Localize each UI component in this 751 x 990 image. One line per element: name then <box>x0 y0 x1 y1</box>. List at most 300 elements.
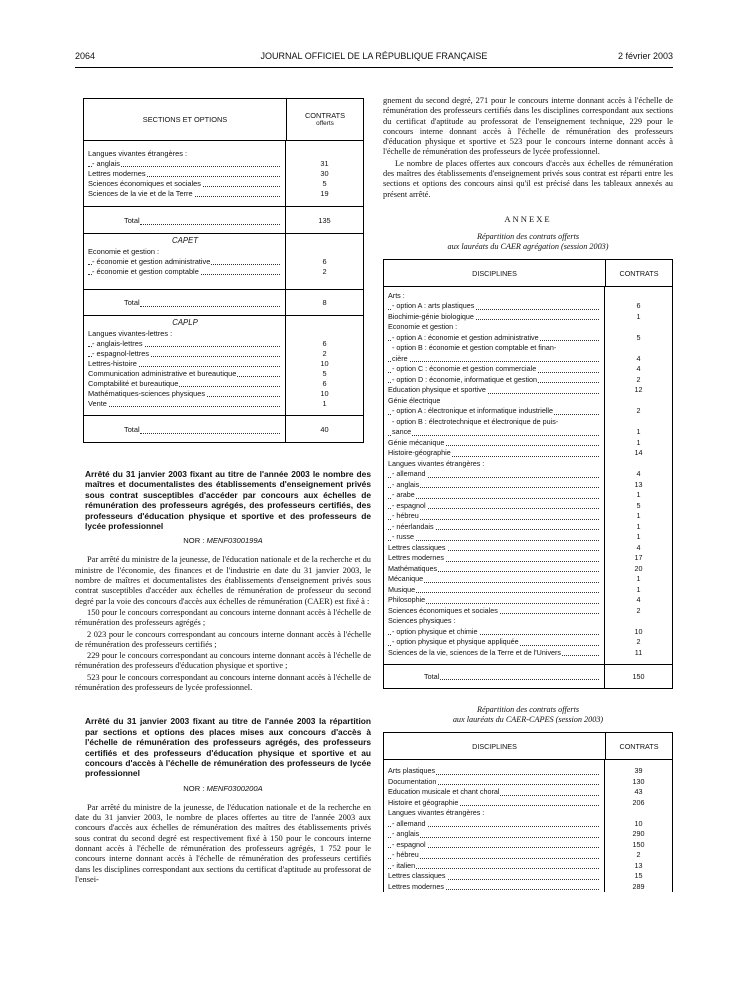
row-label <box>84 189 286 199</box>
row-label-text: Lettres classiques <box>388 542 446 552</box>
row-value <box>605 396 672 407</box>
table-row <box>384 448 672 459</box>
row-value: 43 <box>634 787 643 797</box>
row-label <box>384 595 605 606</box>
row-label <box>384 396 605 407</box>
row-label-text: Lettres-histoire <box>88 359 137 368</box>
row-value: 30 <box>320 169 329 178</box>
row-label-text: Mathématiques-sciences physiques <box>88 389 206 398</box>
table-row <box>84 389 363 399</box>
table-body <box>384 287 672 689</box>
row-label-text: Sciences économiques et sociales <box>388 605 498 615</box>
row-value: 1 <box>636 521 641 531</box>
continued-text <box>383 96 673 200</box>
row-label <box>84 379 286 389</box>
column-header: DISCIPLINES <box>472 742 517 752</box>
table2-rows <box>384 291 672 659</box>
row-label <box>84 267 286 277</box>
section-row <box>84 233 363 247</box>
row-label <box>384 291 605 302</box>
row-value: 5 <box>322 179 327 188</box>
total-row <box>84 206 363 233</box>
row-label <box>84 359 286 369</box>
row-label <box>384 532 605 543</box>
table-row <box>84 369 363 379</box>
row-label-text: - option B : électrotechnique et électronique de puis- <box>392 416 559 426</box>
table-row <box>384 522 672 533</box>
row-label-text: - option A : économie et gestion administrative <box>392 332 539 342</box>
row-value: 10 <box>634 818 643 828</box>
table-row <box>384 798 672 809</box>
table-row <box>384 532 672 543</box>
row-value: 10 <box>634 626 643 636</box>
total-label: Total <box>84 290 286 315</box>
table-row <box>384 766 672 777</box>
group3-rows <box>84 329 363 409</box>
page-number: 2064 <box>75 51 96 61</box>
row-label-text: Documentation <box>388 776 437 786</box>
row-value: 2 <box>322 349 327 358</box>
row-value <box>605 343 672 354</box>
row-value: 1 <box>636 311 641 321</box>
table-row <box>384 564 672 575</box>
row-value: 39 <box>634 766 643 776</box>
article1-nor <box>75 536 371 545</box>
column-header: CONTRATS <box>605 260 672 286</box>
row-label <box>384 343 605 354</box>
row-label <box>384 882 605 893</box>
table-header <box>84 99 363 141</box>
row-label-text: - hébreu <box>392 850 419 860</box>
left-column <box>75 98 371 886</box>
total-row <box>84 289 363 315</box>
table-body <box>384 760 672 892</box>
row-value <box>605 291 672 302</box>
row-label <box>384 777 605 788</box>
row-label <box>384 312 605 323</box>
table-row <box>384 427 672 438</box>
journal-title: JOURNAL OFFICIEL DE LA RÉPUBLIQUE FRANÇAISE <box>260 51 488 61</box>
row-label <box>384 490 605 501</box>
row-value: 5 <box>322 369 327 378</box>
row-label <box>84 369 286 379</box>
row-value: 2 <box>636 637 641 647</box>
table-row <box>384 871 672 882</box>
row-label-text: Lettres modernes <box>88 169 146 178</box>
table-row <box>384 354 672 365</box>
row-value <box>605 808 672 819</box>
row-label <box>384 354 605 365</box>
row-label-text: - option physique et physique appliquée <box>392 637 519 647</box>
row-label-text: - économie et gestion administrative <box>92 257 211 266</box>
total-value: 40 <box>320 425 329 434</box>
row-value: 4 <box>636 595 641 605</box>
caer-agregation-table <box>383 259 673 690</box>
issue-date: 2 février 2003 <box>617 51 673 61</box>
row-label-text: - anglais-lettres <box>92 339 143 348</box>
row-label-text: - allemand <box>392 469 426 479</box>
table-row <box>84 399 363 409</box>
row-label <box>84 247 286 257</box>
nor-label: NOR : <box>183 783 205 793</box>
row-value: 4 <box>636 364 641 374</box>
table-row <box>384 595 672 606</box>
row-label <box>384 427 605 438</box>
table-row <box>384 840 672 851</box>
row-label <box>384 574 605 585</box>
row-label <box>384 333 605 344</box>
row-label-text: Sciences de la vie et de la Terre <box>88 189 193 198</box>
column-header <box>286 99 363 140</box>
row-value: 1 <box>636 532 641 542</box>
paragraph: 229 pour le concours correspondant au concours interne donnant accès à l'échelle de rémunération des professeurs d'éducation physique et sportive ; <box>75 651 371 671</box>
page-header <box>75 51 673 65</box>
row-label <box>384 553 605 564</box>
row-label <box>384 417 605 428</box>
row-value: 15 <box>634 871 643 881</box>
row-value: 14 <box>634 448 643 458</box>
table-row <box>384 627 672 638</box>
total-row <box>384 664 672 688</box>
table-row <box>384 312 672 323</box>
total-value: 150 <box>632 672 645 682</box>
row-value: 13 <box>634 860 643 870</box>
section-row <box>84 315 363 329</box>
table-row <box>384 459 672 470</box>
row-label-text: Sciences de la vie, sciences de la Terre et de l'Univers <box>388 647 562 657</box>
nor-code: MENF0300199A <box>206 536 263 546</box>
row-label <box>84 179 286 189</box>
row-label-text: Génie électrique <box>388 395 441 405</box>
row-label <box>384 511 605 522</box>
row-value: 13 <box>634 479 643 489</box>
paragraph: 2 023 pour le concours correspondant au concours interne donnant accès à l'échelle de rémunération des professeurs certifiés ; <box>75 629 371 649</box>
row-value: 1 <box>636 437 641 447</box>
table-header <box>384 260 672 287</box>
table-row <box>384 861 672 872</box>
row-value: 1 <box>636 584 641 594</box>
row-label <box>84 349 286 359</box>
row-label-text: Economie et gestion : <box>388 322 458 332</box>
row-label <box>384 819 605 830</box>
table-row <box>84 149 363 159</box>
row-label-text: Education physique et sportive <box>388 385 486 395</box>
right-column <box>383 98 673 892</box>
table-row <box>84 339 363 349</box>
row-value: 4 <box>636 542 641 552</box>
total-value: 135 <box>318 216 331 225</box>
row-value <box>605 616 672 627</box>
table-row <box>384 777 672 788</box>
nor-code: MENF0300200A <box>206 783 263 793</box>
row-label <box>384 829 605 840</box>
row-label-text: Lettres modernes <box>388 881 444 891</box>
row-label-text: Arts plastiques <box>388 766 436 776</box>
table-row <box>384 333 672 344</box>
row-label-text: Biochimie-génie biologique <box>388 311 474 321</box>
row-value: 6 <box>322 257 327 266</box>
caption-line: Répartition des contrats offerts <box>476 231 580 241</box>
row-value: 290 <box>632 829 645 839</box>
table-row <box>84 189 363 199</box>
row-label <box>84 329 286 339</box>
annexe-title: ANNEXE <box>504 213 552 224</box>
table-row <box>384 574 672 585</box>
table-row <box>384 438 672 449</box>
table-row <box>384 480 672 491</box>
row-label-text: Mécanique <box>388 574 424 584</box>
column-header: SECTIONS ET OPTIONS <box>142 115 228 124</box>
row-value: 6 <box>322 339 327 348</box>
row-value: 4 <box>636 469 641 479</box>
row-label-text: Arts : <box>388 290 405 300</box>
header-rule <box>75 67 673 68</box>
table3-rows <box>384 766 672 892</box>
row-label <box>384 637 605 648</box>
table-row <box>384 829 672 840</box>
table-row <box>84 379 363 389</box>
row-label-text: Histoire et géographie <box>388 797 459 807</box>
table-row <box>84 349 363 359</box>
table-row <box>384 343 672 354</box>
row-label-text: - espagnol <box>392 839 426 849</box>
article2-body <box>75 803 371 885</box>
row-label-text: - arabe <box>392 490 415 500</box>
row-label-text: Mathématiques <box>388 563 438 573</box>
table-row <box>384 543 672 554</box>
table-row <box>384 406 672 417</box>
column-header: CONTRATS <box>605 733 672 759</box>
row-value: 1 <box>322 399 327 408</box>
article2-title: Arrêté du 31 janvier 2003 fixant au titre de l'année 2003 la répartition par sections et options des places mises aux concours d'accès à l'échelle de rémunération des professeurs agrégés, des professeurs certifiés et des professeurs d'éducation physique et sportive et au concours d'accès à l'échelle de rémunération des professeurs de lycée professionnel <box>85 716 371 779</box>
row-label-text: Lettres modernes <box>388 553 444 563</box>
row-value: 1 <box>636 427 641 437</box>
row-label-text: - néerlandais <box>392 521 434 531</box>
row-value: 17 <box>634 553 643 563</box>
table-row <box>384 385 672 396</box>
row-label-text: - option B : économie et gestion comptable et finan- <box>392 343 557 353</box>
section-title: CAPLP <box>172 318 198 327</box>
row-value: 1 <box>636 490 641 500</box>
row-label <box>384 585 605 596</box>
row-label <box>384 871 605 882</box>
row-value: 1 <box>636 511 641 521</box>
row-value: 12 <box>634 385 643 395</box>
article1-title: Arrêté du 31 janvier 2003 fixant au titre de l'année 2003 le nombre des maîtres et documentalistes des établissements d'enseignement privés sous contrat susceptibles d'accéder par concours aux échelles de rémunération des professeurs agrégés, des professeurs certifiés, des professeurs d'éducation physique et sportive et des professeurs de lycée professionnel <box>85 469 371 532</box>
row-label-text: Langues vivantes-lettres : <box>88 329 173 338</box>
table-row <box>384 882 672 893</box>
table-row <box>384 396 672 407</box>
total-row <box>84 415 363 442</box>
total-label: Total <box>84 207 286 233</box>
table-row <box>384 490 672 501</box>
row-value: 2 <box>322 267 327 276</box>
row-label-text: - anglais <box>92 159 120 168</box>
table-row <box>384 585 672 596</box>
table-row <box>84 267 363 277</box>
row-value: 10 <box>320 389 329 398</box>
table-row <box>384 648 672 659</box>
row-label <box>384 501 605 512</box>
total-label: Total <box>84 416 286 442</box>
row-value: 206 <box>632 797 645 807</box>
row-label <box>384 648 605 659</box>
row-label <box>384 564 605 575</box>
row-label <box>384 375 605 386</box>
paragraph: Le nombre de places offertes aux concours d'accès aux échelles de rémunération des maîtres des établissements d'enseignement privés sous contrat est réparti entre les sections et options des concours ainsi qu'il est précisé dans les tableaux annexés au présent arrêté. <box>383 158 673 199</box>
row-label-text: Langues vivantes étrangères : <box>388 808 485 818</box>
table-row <box>384 637 672 648</box>
row-label <box>384 448 605 459</box>
row-label-text: Comptabilité et bureautique <box>88 379 179 388</box>
row-label-text: - allemand <box>392 818 426 828</box>
row-label-text: Lettres classiques <box>388 871 446 881</box>
row-label-text: Economie et gestion : <box>88 247 160 256</box>
group1-rows <box>84 149 363 199</box>
row-label <box>384 438 605 449</box>
row-value: 31 <box>320 159 329 168</box>
row-value: 6 <box>636 301 641 311</box>
table-row <box>384 375 672 386</box>
article1-body <box>75 555 371 693</box>
row-label <box>384 480 605 491</box>
row-label <box>384 459 605 470</box>
table-row <box>84 179 363 189</box>
row-value <box>605 322 672 333</box>
row-label <box>384 543 605 554</box>
table-caption <box>383 232 673 252</box>
table-row <box>384 850 672 861</box>
row-label-text: - économie et gestion comptable <box>92 267 199 276</box>
row-label-text: Histoire-géographie <box>388 448 451 458</box>
row-label <box>384 385 605 396</box>
table-row <box>384 787 672 798</box>
table-row <box>384 553 672 564</box>
total-value: 8 <box>322 298 327 307</box>
row-label-text: - russe <box>392 532 414 542</box>
row-label-text: Sciences physiques : <box>388 616 456 626</box>
sections-options-table <box>83 98 364 443</box>
row-label-text: sance <box>392 427 412 437</box>
table-row <box>384 501 672 512</box>
row-value: 2 <box>636 850 641 860</box>
row-value <box>286 149 363 159</box>
row-label-text: Philosophie <box>388 595 426 605</box>
row-label <box>384 766 605 777</box>
row-value: 11 <box>634 647 643 657</box>
row-label <box>384 322 605 333</box>
row-label-text: - anglais <box>392 479 420 489</box>
row-label-text: cière <box>392 353 408 363</box>
row-label-text: - option A : électronique et informatique industrielle <box>392 406 554 416</box>
row-label <box>384 861 605 872</box>
row-label-text: Génie mécanique <box>388 437 445 447</box>
row-label <box>384 798 605 809</box>
row-label-text: - anglais <box>392 829 420 839</box>
row-label <box>84 169 286 179</box>
paragraph: Par arrêté du ministre de la jeunesse, de l'éducation nationale et de la recherche et du ministre de l'économie, des finances et de l'industrie en date du 31 janvier 2003, le nombre de maîtres et documentalistes des établissements d'enseignement privés sous contrat susceptibles d'accéder aux échelles de rémunération de professeur du second degré par la voie des concours d'accès aux échelles de rémunération (CAER) est fixé à : <box>75 555 371 606</box>
table-row <box>84 257 363 267</box>
table-header <box>384 733 672 760</box>
table-row <box>84 169 363 179</box>
row-value: 6 <box>322 379 327 388</box>
article2-nor <box>75 784 371 793</box>
caption-line: Répartition des contrats offerts <box>476 705 580 715</box>
row-value <box>286 247 363 257</box>
row-label <box>384 808 605 819</box>
row-label <box>384 627 605 638</box>
row-label-text: - italien <box>392 860 416 870</box>
caption-line: aux lauréats du CAER-CAPES (session 2003) <box>452 715 604 725</box>
row-label-text: - option A : arts plastiques <box>392 301 475 311</box>
table-row <box>84 159 363 169</box>
row-label-text: - option D : économie, informatique et gestion <box>392 374 538 384</box>
table-row <box>384 301 672 312</box>
row-label-text: - espagnol-lettres <box>92 349 150 358</box>
row-label <box>384 616 605 627</box>
table-row <box>384 364 672 375</box>
table-row <box>84 247 363 257</box>
table-row <box>84 329 363 339</box>
row-label <box>84 159 286 169</box>
table-caption <box>383 705 673 725</box>
paragraph: Par arrêté du ministre de la jeunesse, de l'éducation nationale et de la recherche en date du 31 janvier 2003, le nombre de places offertes au titre de l'année 2003 aux concours d'accès aux échelles de rémunération des maîtres des établissements privés sous contrat du second degré est respectivement fixé à 150 pour le concours interne donnant accès à l'échelle de rémunération des professeurs agrégés, 1 752 pour le concours interne donnant accès à l'échelle de rémunération des professeurs certifiés dans les disciplines correspondant aux sections du certificat d'aptitude au professorat de l'ensei- <box>75 802 371 884</box>
row-value: 130 <box>632 776 645 786</box>
row-label <box>84 339 286 349</box>
row-label <box>384 840 605 851</box>
row-value <box>605 417 672 428</box>
row-label-text: - hébreu <box>392 511 419 521</box>
total-label: Total <box>384 665 605 688</box>
row-value: 2 <box>636 605 641 615</box>
row-label-text: - espagnol <box>392 500 426 510</box>
table-row <box>384 616 672 627</box>
row-label <box>84 399 286 409</box>
nor-label: NOR : <box>183 536 205 546</box>
row-label <box>84 149 286 159</box>
row-value: 19 <box>320 189 329 198</box>
row-label <box>84 389 286 399</box>
section-title: CAPET <box>172 236 198 245</box>
group2-rows <box>84 247 363 277</box>
row-value: 2 <box>636 406 641 416</box>
table-row <box>384 808 672 819</box>
table-row <box>384 322 672 333</box>
row-label-text: Education musicale et chant choral <box>388 787 500 797</box>
row-label-text: Musique <box>388 584 416 594</box>
table-row <box>384 469 672 480</box>
row-value: 289 <box>632 881 645 891</box>
row-value <box>286 329 363 339</box>
row-value <box>605 459 672 470</box>
row-label <box>384 406 605 417</box>
row-label-text: Langues vivantes étrangères : <box>388 458 485 468</box>
row-label <box>384 850 605 861</box>
table-row <box>384 606 672 617</box>
row-label <box>384 787 605 798</box>
table-row <box>384 511 672 522</box>
row-label <box>384 606 605 617</box>
row-value: 5 <box>636 332 641 342</box>
row-value: 10 <box>320 359 329 368</box>
table-row <box>384 819 672 830</box>
row-label-text: - option physique et chimie <box>392 626 478 636</box>
row-label <box>384 469 605 480</box>
offerts-header: offerts <box>316 120 334 128</box>
row-label <box>384 522 605 533</box>
paragraph: 150 pour le concours correspondant au concours interne donnant accès à l'échelle de rémunération des professeurs agrégés ; <box>75 607 371 628</box>
row-value: 4 <box>636 353 641 363</box>
